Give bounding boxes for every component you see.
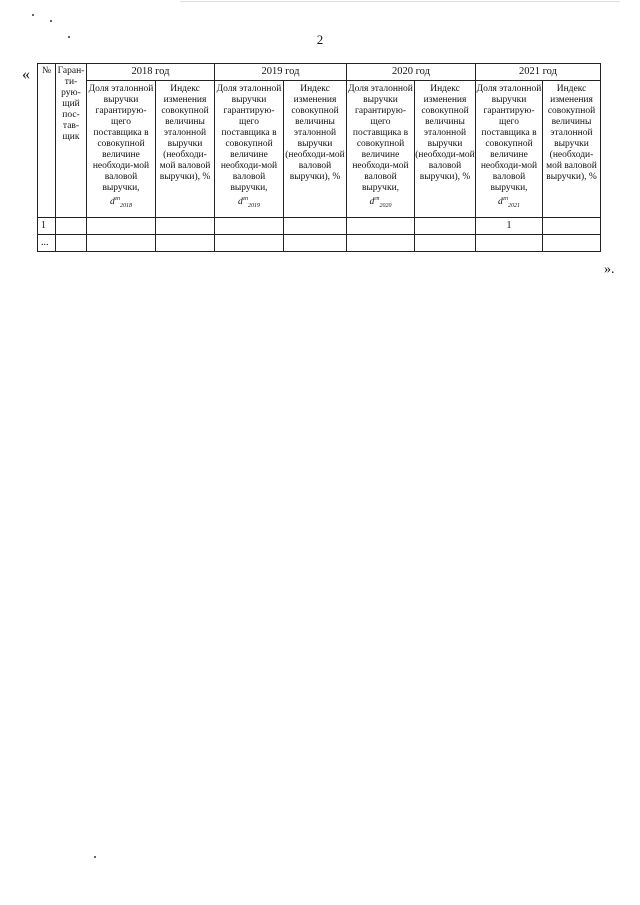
scan-speck <box>94 856 96 858</box>
header-share <box>87 81 156 218</box>
header-share-text: Доля эталонной выручки гарантирую-щего поставщика в совокупной величине необходи-мой валовой выручки, <box>348 84 413 193</box>
header-year: 2020 год <box>347 64 476 81</box>
table-cell <box>543 218 601 235</box>
share-symbol: $d^{гп}_{2021}$ <box>497 196 521 210</box>
table-row <box>38 235 601 252</box>
page-number: 2 <box>316 32 324 47</box>
table-cell: 1 <box>476 218 543 235</box>
share-symbol: $d^{гп}_{2018}$ <box>109 196 133 210</box>
table-cell <box>543 235 601 252</box>
header-share-text: Доля эталонной выручки гарантирую-щего поставщика в совокупной величине необходи-мой валовой выручки, <box>216 84 282 193</box>
table-cell <box>476 235 543 252</box>
header-number: № <box>38 64 56 218</box>
header-year: 2021 год <box>476 64 601 81</box>
header-year: 2019 год <box>215 64 347 81</box>
table-cell <box>347 235 415 252</box>
table-cell <box>347 218 415 235</box>
header-share <box>347 81 415 218</box>
closing-quote: ». <box>604 262 615 277</box>
table-cell <box>215 218 284 235</box>
table-cell <box>215 235 284 252</box>
opening-quote: « <box>22 66 30 83</box>
scan-speck <box>50 20 52 22</box>
scan-speck <box>32 14 34 16</box>
header-share-text: Доля эталонной выручки гарантирую-щего поставщика в совокупной величине необходи-мой валовой выручки, <box>88 84 154 193</box>
table-cell <box>415 218 476 235</box>
table-cell <box>87 235 156 252</box>
header-share <box>215 81 284 218</box>
header-index: Индекс изменения совокупной величины эталонной выручки (необходи-мой валовой выручки), % <box>284 81 347 218</box>
header-supplier: Гаран-ти-рую-щий пос-тав-щик <box>56 64 87 218</box>
table-cell <box>284 235 347 252</box>
table-cell <box>284 218 347 235</box>
table-cell <box>156 235 215 252</box>
table-row <box>38 218 601 235</box>
row-number: 1 <box>38 218 56 235</box>
table-cell <box>415 235 476 252</box>
header-share <box>476 81 543 218</box>
scan-top-line <box>180 1 620 2</box>
supplier-revenue-table <box>37 63 601 252</box>
header-index: Индекс изменения совокупной величины эталонной выручки (необходи-мой валовой выручки), % <box>543 81 601 218</box>
table-cell <box>56 235 87 252</box>
table-cell <box>87 218 156 235</box>
table-cell <box>56 218 87 235</box>
share-symbol: $d^{гп}_{2019}$ <box>237 196 261 210</box>
header-index: Индекс изменения совокупной величины эталонной выручки (необходи-мой валовой выручки), % <box>156 81 215 218</box>
header-year: 2018 год <box>87 64 215 81</box>
header-share-text: Доля эталонной выручки гарантирую-щего поставщика в совокупной величине необходи-мой валовой выручки, <box>476 84 542 193</box>
share-symbol: $d^{гп}_{2020}$ <box>369 196 392 210</box>
table-cell <box>156 218 215 235</box>
header-index: Индекс изменения совокупной величины эталонной выручки (необходи-мой валовой выручки), % <box>415 81 476 218</box>
row-number: ... <box>38 235 56 252</box>
